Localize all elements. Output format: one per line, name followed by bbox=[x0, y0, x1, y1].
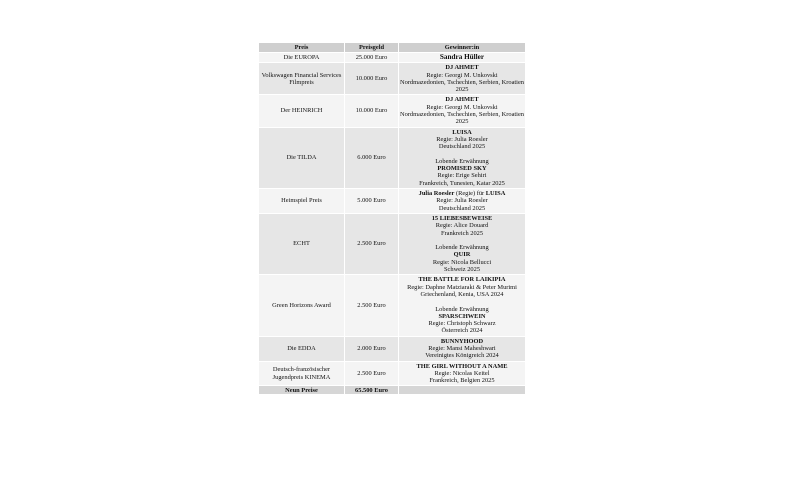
film-title: LUISA bbox=[452, 128, 472, 136]
table-row bbox=[259, 53, 526, 63]
film-details: Regie: Georgi M. Unkovski Nordmazedonien, Tschechien, Serbien, Kroatien 2025 bbox=[399, 103, 524, 126]
prize-name-cell: Die EDDA bbox=[259, 336, 345, 361]
film-details: Regie: Christoph Schwarz Österreich 2024 bbox=[428, 320, 496, 335]
winner-cell bbox=[399, 275, 526, 336]
film-title: Sandra Hüller bbox=[439, 53, 485, 61]
film-title: PROMISED SKY bbox=[437, 165, 487, 173]
film-title: SPARSCHWEIN bbox=[438, 312, 486, 320]
winner-cell bbox=[399, 95, 526, 127]
film-title: BUNNYHOOD bbox=[440, 337, 484, 345]
table-row bbox=[259, 95, 526, 127]
table-header-row bbox=[259, 43, 526, 53]
prize-name-cell: ECHT bbox=[259, 213, 345, 274]
header-preis: Preis bbox=[259, 43, 345, 53]
table-row bbox=[259, 213, 526, 274]
prize-money-cell: 2.500 Euro bbox=[345, 361, 399, 386]
prize-name-cell: Die TILDA bbox=[259, 127, 345, 188]
film-title: THE BATTLE FOR LAIKIPIA bbox=[418, 276, 506, 284]
winner-cell bbox=[399, 127, 526, 188]
winner-cell bbox=[399, 63, 526, 95]
film-title: THE GIRL WITHOUT A NAME bbox=[416, 362, 508, 370]
winner-text: (Regie) für bbox=[454, 190, 486, 198]
header-preisgeld: Preisgeld bbox=[345, 43, 399, 53]
prize-money-cell: 2.500 Euro bbox=[345, 213, 399, 274]
prize-money-cell: 5.000 Euro bbox=[345, 189, 399, 214]
film-title: QUIR bbox=[453, 251, 471, 259]
film-details: Regie: Georgi M. Unkovski Nordmazedonien, Tschechien, Serbien, Kroatien 2025 bbox=[399, 71, 524, 94]
film-title: 15 LIEBESBEWEISE bbox=[431, 214, 493, 222]
prize-name-cell: Heimspiel Preis bbox=[259, 189, 345, 214]
prize-name-cell: Die EUROPA bbox=[259, 53, 345, 63]
table-row bbox=[259, 189, 526, 214]
winner-highlight: Julia Roesler bbox=[418, 190, 455, 198]
winner-cell bbox=[399, 189, 526, 214]
table-row bbox=[259, 127, 526, 188]
film-details: Regie: Alice Douard Frankreich 2025 Lobende Erwähnung bbox=[435, 222, 489, 252]
prize-money-cell: 2.500 Euro bbox=[345, 275, 399, 336]
prize-table-document bbox=[258, 42, 525, 395]
winner-cell bbox=[399, 336, 526, 361]
header-gewinner: Gewinner:in bbox=[399, 43, 526, 53]
film-details: Regie: Daphne Matziaraki & Peter Murimi Griechenland, Kenia, USA 2024 Lobende Erwähnung bbox=[407, 283, 517, 313]
prize-money-cell: 2.000 Euro bbox=[345, 336, 399, 361]
film-details: Regie: Nicolas Keitel Frankreich, Belgien 2025 bbox=[429, 369, 495, 385]
film-details: Regie: Julia Roesler Deutschland 2025 bbox=[436, 197, 488, 212]
film-details: Regie: Erige Sehiri Frankreich, Tunesien, Katar 2025 bbox=[419, 172, 505, 187]
winner-cell bbox=[399, 361, 526, 386]
table-row bbox=[259, 336, 526, 361]
film-details: Regie: Nicola Bellucci Schweiz 2025 bbox=[432, 258, 492, 274]
prize-name-cell: Volkswagen Financial Services Filmpreis bbox=[259, 63, 345, 95]
film-title: DJ AHMET bbox=[445, 96, 479, 104]
prize-money-cell: 6.000 Euro bbox=[345, 127, 399, 188]
table-body bbox=[259, 53, 526, 386]
table-row bbox=[259, 361, 526, 386]
film-details: Regie: Julia Roesler Deutschland 2025 Lobende Erwähnung bbox=[435, 135, 489, 165]
prize-money-cell: 10.000 Euro bbox=[345, 63, 399, 95]
prize-money-cell: 10.000 Euro bbox=[345, 95, 399, 127]
table-row bbox=[259, 63, 526, 95]
film-details: Regie: Mansi Maheshwari Vereinigtes Königreich 2024 bbox=[425, 344, 499, 360]
prize-name-cell: Der HEINRICH bbox=[259, 95, 345, 127]
winner-highlight: LUISA bbox=[485, 190, 506, 198]
winner-cell bbox=[399, 213, 526, 274]
total-label: Neun Preise bbox=[259, 386, 345, 395]
total-empty bbox=[399, 386, 526, 395]
film-title: DJ AHMET bbox=[445, 64, 479, 72]
total-row bbox=[259, 386, 526, 395]
table-row bbox=[259, 275, 526, 336]
prize-money-cell: 25.000 Euro bbox=[345, 53, 399, 63]
total-amount: 65.500 Euro bbox=[345, 386, 399, 395]
winner-cell bbox=[399, 53, 526, 63]
prize-name-cell: Deutsch-französischer Jugendpreis KINEMA bbox=[259, 361, 345, 386]
prize-name-cell: Green Horizons Award bbox=[259, 275, 345, 336]
prize-table bbox=[258, 42, 526, 395]
winner-line bbox=[399, 190, 525, 197]
